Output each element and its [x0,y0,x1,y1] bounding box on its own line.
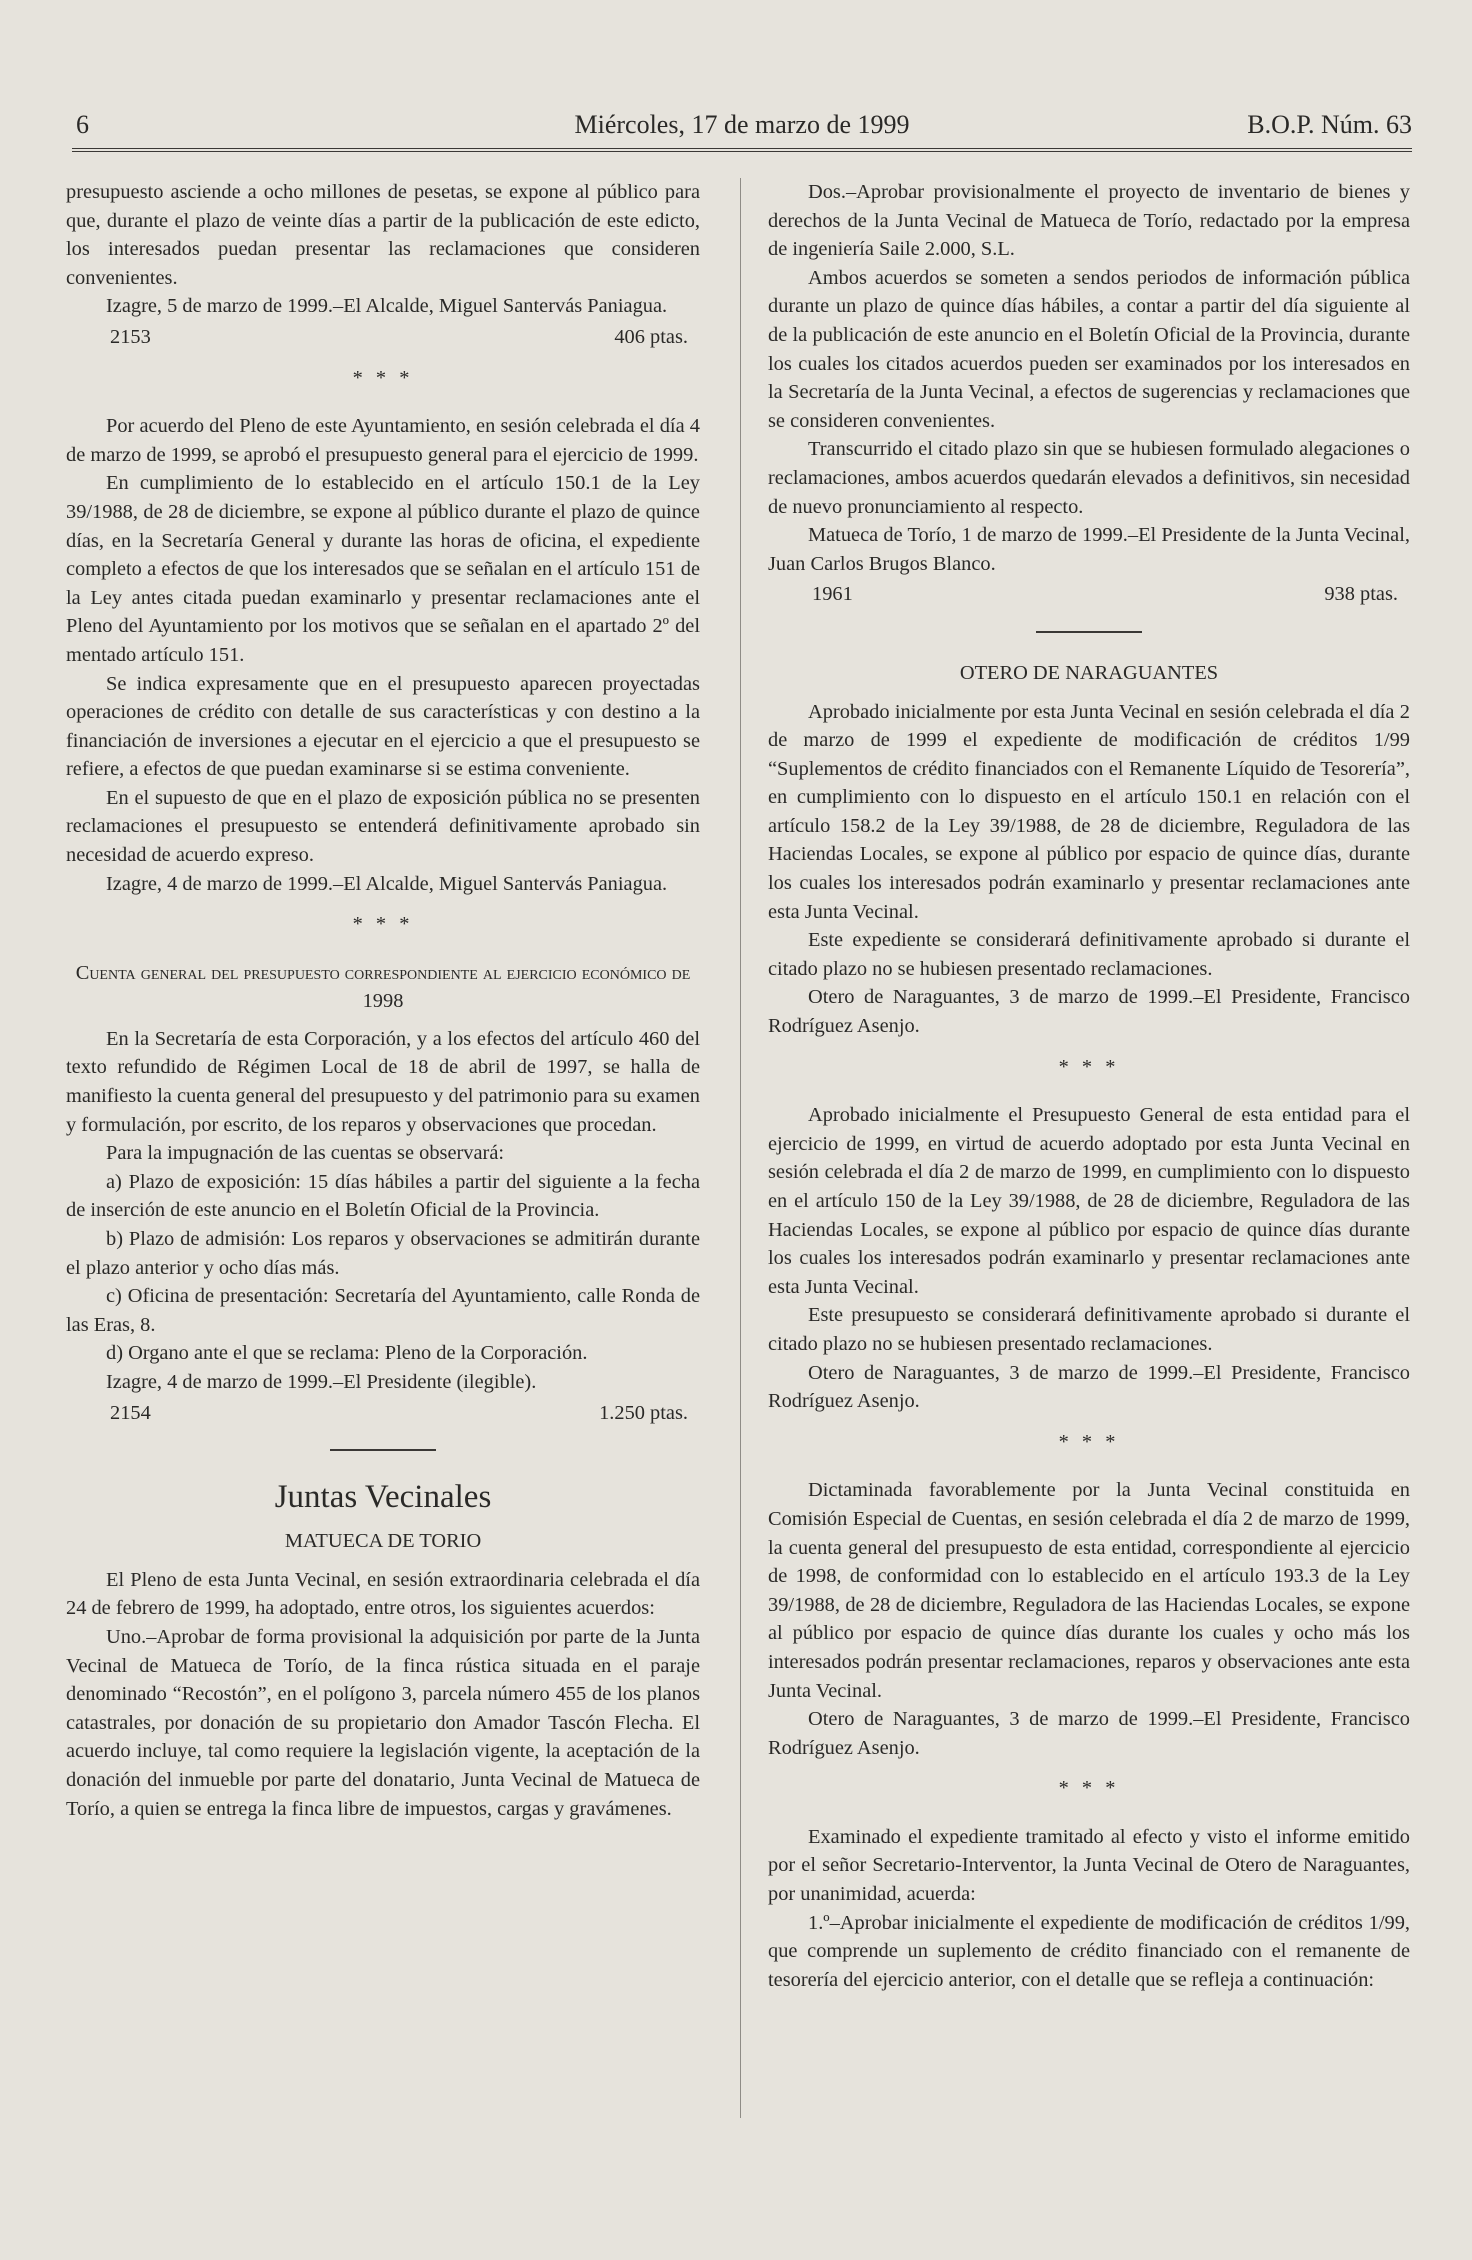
paragraph: Aprobado inicialmente el Presupuesto General de esta entidad para el ejercicio de 1999, en virtud de acuerdo adoptado por esta Junta Vecinal en sesión celebrada el día 2 de marzo de 1999, en cumplimiento con lo dispuesto en el artículo 150 de la Ley 39/1988, de 28 de diciembre, Reguladora de las Haciendas Locales, se expone al público por espacio de quince días durante los cuales los interesados podrán examinarlo y presentar reclamaciones ante esta Junta Vecinal. [768,1104,1410,1298]
paragraph: En cumplimiento de lo establecido en el artículo 150.1 de la Ley 39/1988, de 28 de diciembre, se expone al público durante el plazo de quince días, en la Secretaría General y durante las horas de oficina, el expediente completo a efectos de que los interesados que se señalan en el artículo 151 de la Ley antes citada puedan examinarlo y presentar reclamaciones ante el Pleno del Ayuntamiento por los motivos que se señalan en el apartado 2º del mentado artículo 151. [66,472,700,666]
signature-line: Izagre, 4 de marzo de 1999.–El Alcalde, Miguel Santervás Paniagua. [106,872,668,895]
signature-line: Otero de Naraguantes, 3 de marzo de 1999.–El Presidente, Francisco Rodríguez Asenjo. [768,1708,1410,1759]
paragraph: Por acuerdo del Pleno de este Ayuntamiento, en sesión celebrada el día 4 de marzo de 1999, se aprobó el presupuesto general para el ejercicio de 1999. [66,415,700,466]
separator-stars: * * * [352,366,414,389]
paragraph: Examinado el expediente tramitado al efecto y visto el informe emitido por el señor Secretario-Interventor, la Junta Vecinal de Otero de Naraguantes, por unanimidad, acuerda: [768,1825,1410,1906]
reference-price: 1.250 ptas. [599,1401,688,1424]
paragraph: En el supuesto de que en el plazo de exposición pública no se presenten reclamaciones el presupuesto se entenderá definitivamente aprobado sin necesidad de acuerdo expreso. [66,786,700,867]
list-item: d) Organo ante el que se reclama: Pleno de la Corporación. [106,1342,588,1365]
signature-line: Otero de Naraguantes, 3 de marzo de 1999.–El Presidente, Francisco Rodríguez Asenjo. [768,986,1410,1038]
separator-stars: * * * [1058,1055,1120,1078]
column-divider [740,178,741,2118]
section-title: Juntas Vecinales [274,1479,492,1516]
paragraph: En la Secretaría de esta Corporación, y a los efectos del artículo 460 del texto refundido de Régimen Local de 18 de abril de 1997, se halla de manifiesto la cuenta general del presupuesto y del patrimonio para su examen y formulación, por escrito, de los reparos y observaciones que procedan. [66,1027,700,1136]
header-date: Miércoles, 17 de marzo de 1999 [574,110,910,139]
reference-number: 1961 [812,583,853,606]
page-header [72,108,1412,152]
paragraph: presupuesto asciende a ocho millones de pesetas, se expone al público para que, durante el plazo de veinte días a partir de la publicación de este edicto, los interesados puedan presentar las reclamaciones que consideren convenientes. [66,181,700,289]
signature-line: Izagre, 4 de marzo de 1999.–El Presidente (ilegible). [106,1370,537,1393]
bulletin-number: B.O.P. Núm. 63 [1247,110,1412,139]
paragraph: Ambos acuerdos se someten a sendos periodos de información pública durante un plazo de quince días hábiles, a contar a partir del día siguiente al de la publicación de este anuncio en el Boletín Oficial de la Provincia, durante los cuales los citados acuerdos pueden ser examinados por los interesados en la Secretaría de la Junta Vecinal, a efectos de sugerencias y reclamaciones que se consideren convenientes. [768,266,1410,432]
reference-number: 2154 [110,1401,151,1424]
signature-line: Matueca de Torío, 1 de marzo de 1999.–El Presidente de la Junta Vecinal, Juan Carlos Brugos Blanco. [768,524,1410,575]
paragraph: Para la impugnación de las cuentas se observará: [106,1142,505,1165]
paragraph: Este expediente se considerará definitivamente aprobado si durante el citado plazo no se hubiesen presentado reclamaciones. [768,929,1410,980]
signature-line: Izagre, 5 de marzo de 1999.–El Alcalde, Miguel Santervás Paniagua. [106,295,668,318]
reference-number: 2153 [110,325,151,348]
paragraph: Transcurrido el citado plazo sin que se hubiesen formulado alegaciones o reclamaciones, ambos acuerdos quedarán elevados a definitivos, sin necesidad de nuevo pronunciamiento al respecto. [768,438,1410,518]
paragraph: Se indica expresamente que en el presupuesto aparecen proyectadas operaciones de crédito con detalle de sus características y con destino a la financiación de inversiones a ejecutar en el ejercicio a que el presupuesto se refiere, a efectos de que puedan examinarse si se estima conveniente. [66,672,700,781]
paragraph: Este presupuesto se considerará definitivamente aprobado si durante el citado plazo no se hubiesen presentado reclamaciones. [768,1304,1410,1355]
paragraph: Uno.–Aprobar de forma provisional la adquisición por parte de la Junta Vecinal de Matueca de Torío, de la finca rústica situada en el paraje denominado “Recostón”, en el polígono 3, parcela número 455 de los planos catastrales, por donación de su propietario don Amador Tascón Flecha. El acuerdo incluye, tal como requiere la legislación vigente, la aceptación de la donación del inmueble por parte del donatario, Junta Vecinal de Matueca de Torío, a quien se entrega la finca libre de impuestos, cargas y gravámenes. [66,1625,700,1820]
subsection-title: OTERO DE NARAGUANTES [959,661,1219,684]
reference-price: 938 ptas. [1324,583,1398,606]
separator-stars: * * * [1058,1777,1120,1800]
reference-price: 406 ptas. [614,325,688,348]
section-heading: Cuenta general del presupuesto correspondiente al ejercicio económico de 1998 [75,961,691,1012]
section-rule [330,1449,436,1451]
separator-stars: * * * [352,913,414,936]
list-item: b) Plazo de admisión: Los reparos y observaciones se admitirán durante el plazo anterior y ocho días más. [66,1228,700,1279]
reference-line [66,1399,700,1428]
subsection-title: MATUECA DE TORIO [284,1530,482,1553]
signature-line: Otero de Naraguantes, 3 de marzo de 1999.–El Presidente, Francisco Rodríguez Asenjo. [768,1361,1410,1413]
reference-line [66,323,700,352]
left-column [66,178,700,1823]
reference-line [768,580,1410,609]
paragraph: 1.º–Aprobar inicialmente el expediente de modificación de créditos 1/99, que comprende un suplemento de crédito financiado con el remanente de tesorería del ejercicio anterior, con el detalle que se refleja a continuación: [768,1911,1410,1991]
paragraph: Aprobado inicialmente por esta Junta Vecinal en sesión celebrada el día 2 de marzo de 1999 el expediente de modificación de créditos 1/99 “Suplementos de crédito financiados con el Remanente Líquido de Tesorería”, en cumplimiento con lo dispuesto en el artículo 150.1 en relación con el artículo 158.2 de la Ley 39/1988, de 28 de diciembre, Reguladora de las Haciendas Locales, se expone al público por espacio de quince días, durante los cuales los interesados podrán examinarlo y presentar reclamaciones ante esta Junta Vecinal. [768,700,1410,923]
paragraph: Dictaminada favorablemente por la Junta Vecinal constituida en Comisión Especial de Cuentas, en sesión celebrada el día 2 de marzo de 1999, la cuenta general del presupuesto de esta entidad, correspondiente al ejercicio de 1998, de conformidad con lo establecido en el artículo 193.3 de la Ley 39/1988, de 28 de diciembre, Reguladora de las Haciendas Locales, se expone al público por espacio de quince días durante los cuales y ocho más los interesados podrán presentar reclamaciones, reparos y observaciones ante esta Junta Vecinal. [768,1479,1410,1702]
right-column [768,178,1410,1994]
page-number: 6 [76,110,89,139]
list-item: a) Plazo de exposición: 15 días hábiles a partir del siguiente a la fecha de inserción de este anuncio en el Boletín Oficial de la Provincia. [66,1170,700,1222]
paragraph: El Pleno de esta Junta Vecinal, en sesión extraordinaria celebrada el día 24 de febrero de 1999, ha adoptado, entre otros, los siguientes acuerdos: [66,1568,700,1620]
section-rule [1036,631,1142,633]
separator-stars: * * * [1058,1430,1120,1453]
paragraph: Dos.–Aprobar provisionalmente el proyecto de inventario de bienes y derechos de la Junta Vecinal de Matueca de Torío, redactado por la empresa de ingeniería Saile 2.000, S.L. [768,181,1410,261]
list-item: c) Oficina de presentación: Secretaría del Ayuntamiento, calle Ronda de las Eras, 8. [66,1285,700,1336]
